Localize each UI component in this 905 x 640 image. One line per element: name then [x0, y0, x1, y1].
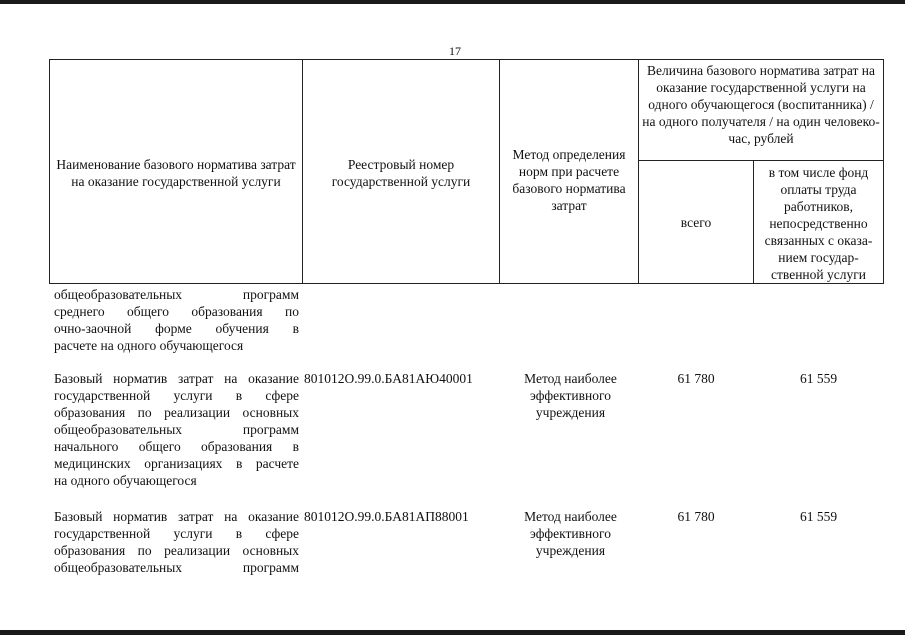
- header-top-border: [49, 59, 884, 60]
- row-method: Метод наиболее эффективного учреждения: [524, 371, 617, 420]
- row-payroll: 61 559: [799, 509, 838, 524]
- page-top-rule: [0, 0, 905, 4]
- page-bottom-rule: [0, 630, 905, 635]
- header-bottom-border: [49, 283, 884, 284]
- header-sub-border: [638, 160, 884, 161]
- row-name: Базовый норматив затрат на оказание государственной услуги в сфере образования по реализации основных общеобразовательных программ начального общего образования в медицинских организациях в расчете на одного обучающегося: [54, 371, 299, 488]
- header-vline-2: [302, 59, 303, 284]
- row-name: общеобразовательных программ среднего общего образования по очно-заочной форме обучения в расчете на одного обучающегося: [54, 287, 299, 353]
- row-payroll: 61 559: [799, 371, 838, 386]
- page-number: 17: [449, 44, 461, 58]
- header-vline-3: [499, 59, 500, 284]
- header-vline-1: [49, 59, 50, 284]
- row-registry: 801012О.99.0.БА81АП88001: [304, 509, 469, 524]
- header-vline-4: [638, 59, 639, 284]
- row-total: 61 780: [677, 371, 715, 386]
- header-total: всего: [680, 215, 712, 230]
- row-method: Метод наиболее эффективного учреждения: [524, 509, 617, 558]
- header-vline-6: [883, 59, 884, 284]
- row-total: 61 780: [677, 509, 715, 524]
- header-payroll: в том числе фонд оплаты труда работников, непосредственно связанных с оказа-нием государ-ственной услуги: [764, 165, 873, 282]
- row-registry: 801012О.99.0.БА81АЮ40001: [304, 371, 473, 386]
- row-name: Базовый норматив затрат на оказание государственной услуги в сфере образования по реализации основных общеобразовательных программ: [54, 509, 299, 575]
- header-vline-5: [753, 160, 754, 284]
- header-name: Наименование базового норматива затрат на оказание государственной услуги: [56, 157, 296, 189]
- header-method: Метод определения норм при расчете базового норматива затрат: [512, 147, 626, 213]
- header-value-group: Величина базового норматива затрат на оказание государственной услуги на одного обучающегося (воспитанника) / на одного получателя / на один человеко-час, рублей: [642, 63, 880, 146]
- header-registry: Реестровый номер государственной услуги: [331, 157, 471, 189]
